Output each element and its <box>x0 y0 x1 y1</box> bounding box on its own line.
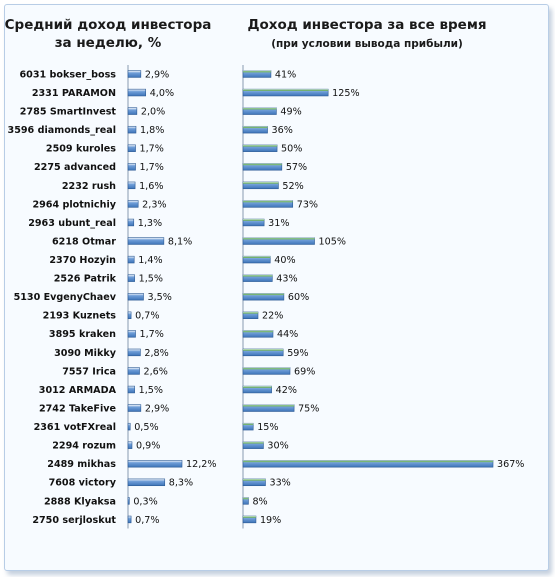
right-bar-highlight <box>243 423 253 425</box>
category-label: 2964 plotnichiy <box>32 199 116 211</box>
right-bar-highlight <box>243 256 270 258</box>
left-data-label: 1,5% <box>138 384 164 396</box>
right-bar-highlight <box>243 460 493 462</box>
left-data-label: 2,3% <box>142 199 167 211</box>
right-data-label: 50% <box>281 143 303 155</box>
left-bar <box>128 330 136 337</box>
left-bar <box>128 442 132 449</box>
left-data-label: 12,2% <box>186 459 217 471</box>
left-data-label: 3,5% <box>147 292 172 304</box>
left-bar <box>128 163 136 170</box>
right-bar-highlight <box>243 293 284 295</box>
left-bar <box>128 126 136 133</box>
category-label: 6031 bokser_boss <box>19 69 116 81</box>
right-data-label: 41% <box>274 69 297 81</box>
left-bar <box>128 89 146 96</box>
right-data-label: 44% <box>276 329 299 341</box>
right-bar-highlight <box>243 330 273 332</box>
left-bar <box>128 516 131 523</box>
right-bar-highlight <box>243 275 272 277</box>
right-bar-highlight <box>243 516 256 518</box>
right-bar-highlight <box>243 145 277 147</box>
left-bar <box>128 275 135 282</box>
right-data-label: 59% <box>287 347 309 359</box>
left-bar <box>128 386 135 393</box>
left-data-label: 1,5% <box>138 273 164 285</box>
category-label: 2294 rozum <box>52 440 116 452</box>
left-bar <box>128 71 141 78</box>
right-data-label: 15% <box>257 422 279 434</box>
left-data-label: 2,9% <box>144 69 170 81</box>
category-label: 2888 Klyaksa <box>43 496 116 508</box>
category-label: 2742 TakeFive <box>38 403 116 415</box>
right-bar-highlight <box>243 497 248 499</box>
right-bar-highlight <box>243 201 293 203</box>
right-bar-highlight <box>243 89 328 91</box>
right-data-label: 125% <box>332 87 360 99</box>
category-label: 7608 victory <box>48 477 116 489</box>
right-data-label: 31% <box>268 217 290 229</box>
category-label: 2331 PARAMON <box>31 87 116 99</box>
right-bar-highlight <box>243 405 294 407</box>
right-bar-highlight <box>243 71 271 73</box>
right-data-label: 60% <box>287 292 310 304</box>
left-data-label: 1,7% <box>139 329 164 341</box>
left-bar <box>128 182 135 189</box>
right-bar-highlight <box>243 368 290 370</box>
left-data-label: 0,9% <box>135 440 161 452</box>
right-bar-highlight <box>243 182 278 184</box>
category-label: 2275 advanced <box>33 162 116 174</box>
category-label: 2509 kuroles <box>45 143 116 155</box>
left-data-label: 2,8% <box>144 347 169 359</box>
right-bar-highlight <box>243 479 265 481</box>
left-data-label: 8,1% <box>167 236 193 248</box>
left-data-label: 8,3% <box>168 477 194 489</box>
left-data-label: 1,7% <box>139 162 164 174</box>
category-label: 2370 Hozyin <box>49 255 116 266</box>
category-label: 7557 Irica <box>62 366 116 378</box>
left-data-label: 2,9% <box>144 403 170 415</box>
left-bar <box>128 293 143 300</box>
left-data-label: 1,8% <box>139 125 165 137</box>
category-label: 3090 Mikky <box>54 347 116 359</box>
left-title-line-1: Средний доход инвестора <box>4 17 212 33</box>
left-data-label: 4,0% <box>149 87 175 99</box>
left-title-line-2: за неделю, % <box>54 35 162 51</box>
right-bar-highlight <box>243 442 263 444</box>
right-bar-highlight <box>243 312 258 314</box>
category-label: 3895 kraken <box>48 329 116 341</box>
category-label: 2526 Patrik <box>53 273 116 285</box>
left-data-label: 0,3% <box>133 496 158 508</box>
right-data-label: 367% <box>497 459 525 471</box>
category-label: 2193 Kuznets <box>42 310 116 322</box>
right-data-label: 57% <box>285 162 308 174</box>
right-data-label: 22% <box>261 310 284 322</box>
left-bar <box>128 108 137 115</box>
left-bar <box>128 238 164 245</box>
right-chart-title: Доход инвестора за все время <box>247 17 487 33</box>
category-label: 3012 ARMADA <box>38 384 116 396</box>
right-bar-highlight <box>243 163 282 165</box>
right-bar-highlight <box>243 238 315 240</box>
left-bar <box>128 423 130 430</box>
right-data-label: 42% <box>275 384 297 396</box>
category-label: 2785 SmartInvest <box>19 106 116 118</box>
left-bar <box>128 368 140 375</box>
left-data-label: 1,7% <box>139 143 164 155</box>
left-bar <box>128 219 134 226</box>
left-bar <box>128 405 141 412</box>
category-label: 2750 serjloskut <box>32 514 116 526</box>
left-bar <box>128 479 165 486</box>
left-data-label: 0,5% <box>134 422 159 434</box>
category-label: 2361 votFXreal <box>33 422 116 434</box>
right-bar-highlight <box>243 126 268 128</box>
left-data-label: 1,4% <box>138 255 163 266</box>
right-data-label: 73% <box>296 199 319 211</box>
category-label: 5130 EvgenyChaev <box>13 292 116 304</box>
right-data-label: 49% <box>280 106 302 118</box>
right-bar-highlight <box>243 219 264 221</box>
left-bar <box>128 460 182 467</box>
category-label: 6218 Otmar <box>52 236 116 248</box>
right-data-label: 52% <box>282 180 304 192</box>
category-label: 3596 diamonds_real <box>7 125 116 137</box>
left-data-label: 1,6% <box>139 180 164 192</box>
left-data-label: 0,7% <box>135 514 160 526</box>
left-bar <box>128 201 138 208</box>
right-bar-highlight <box>243 108 276 110</box>
left-bar <box>128 349 140 356</box>
right-data-label: 43% <box>276 273 298 285</box>
right-data-label: 19% <box>259 514 282 526</box>
category-label: 2963 ubunt_real <box>28 217 116 229</box>
right-chart-subtitle: (при условии вывода прибыли) <box>271 38 463 50</box>
right-data-label: 36% <box>271 125 293 137</box>
left-bar <box>128 312 131 319</box>
right-data-label: 75% <box>298 403 320 415</box>
category-label: 2232 rush <box>61 180 116 192</box>
left-data-label: 0,7% <box>135 310 160 322</box>
left-bar <box>128 497 129 504</box>
category-label: 2489 mikhas <box>47 459 116 471</box>
left-chart-title <box>5 17 212 51</box>
right-data-label: 30% <box>267 440 289 452</box>
left-data-label: 2,0% <box>140 106 166 118</box>
right-data-label: 40% <box>274 255 296 266</box>
left-bar <box>128 145 136 152</box>
left-bar <box>128 256 134 263</box>
left-data-label: 2,6% <box>143 366 168 378</box>
right-data-label: 33% <box>269 477 291 489</box>
right-bar-highlight <box>243 349 283 351</box>
right-data-label: 105% <box>318 236 346 248</box>
left-data-label: 1,3% <box>137 217 163 229</box>
right-bar-highlight <box>243 386 272 388</box>
right-data-label: 8% <box>252 496 268 508</box>
right-data-label: 69% <box>294 366 316 378</box>
